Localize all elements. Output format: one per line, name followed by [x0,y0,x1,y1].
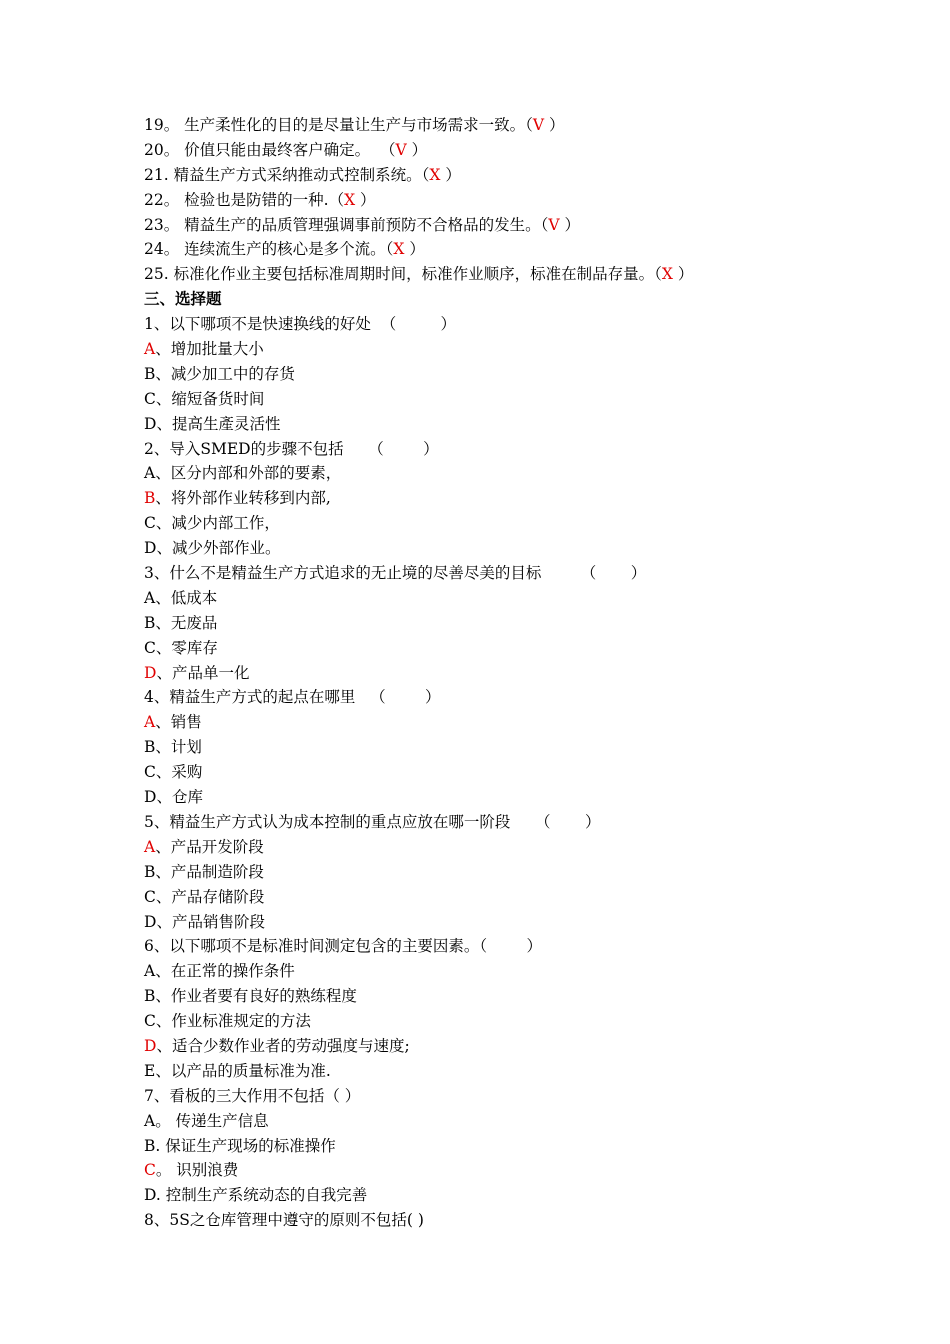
option-text: 、计划 [155,738,202,757]
option-letter: D [144,1186,156,1205]
question-option [144,412,844,437]
judgment-close-paren: ） [406,140,428,159]
option-letter: C [144,514,156,533]
judgment-answer-mark: V [548,215,560,234]
question-title: 2、导入SMED的步骤不包括 （ ） [144,439,439,458]
judgment-item [144,113,844,138]
question-option [144,586,844,611]
option-letter: C [144,389,156,408]
option-text: 、产品单一化 [156,663,250,682]
judgment-text: 20。 价值只能由最终客户确定。 （ [144,140,396,159]
question-option [144,1134,844,1159]
option-letter: D [144,1036,157,1055]
judgment-answer-mark: V [395,140,407,159]
option-letter: B [144,489,156,508]
question-option [144,661,844,686]
judgment-answer-mark: V [532,116,545,134]
option-text: 、无废品 [155,613,218,632]
option-letter: A [144,837,156,856]
option-text: . 控制生产系统动态的自我完善 [155,1186,368,1205]
option-letter: A [144,962,156,981]
judgment-close-paren: ） [355,190,376,209]
option-text: 、适合少数作业者的劳动强度与速度; [156,1036,410,1055]
judgment-text: 25. 标准化作业主要包括标准周期时间，标准作业顺序，标准在制品存量。（ [144,265,662,284]
question-option [144,337,844,362]
option-letter: D [144,663,157,682]
question-option [144,611,844,636]
question-title: 7、看板的三大作用不包括（ ） [144,1086,361,1105]
judgment-close-paren: ） [559,215,581,234]
option-text: 、低成本 [155,588,218,607]
question-option [144,1109,844,1134]
judgment-text: 22。 检验也是防错的一种.（ [144,190,345,209]
option-letter: C [144,763,156,782]
option-text: 、仓库 [156,788,203,807]
option-text: 、提高生產灵活性 [156,414,281,433]
option-text: 、减少内部工作， [155,514,280,533]
question-option [144,885,844,910]
option-text: 、产品开发阶段 [155,837,264,856]
option-text: . 保证生产现场的标准操作 [155,1136,336,1155]
option-letter: A [144,1111,156,1130]
option-letter: C [144,887,156,906]
option-text: 、减少外部作业。 [156,539,281,558]
option-text: 、在正常的操作条件 [155,962,295,981]
option-letter: A [144,340,156,359]
option-text: 、增加批量大小 [155,340,264,359]
document-page [144,113,844,1233]
question-title: 3、什么不是精益生产方式追求的无止境的尽善尽美的目标 （ ） [144,564,647,583]
option-text: 、将外部作业转移到内部, [155,489,331,508]
option-text: 、减少加工中的存货 [155,364,295,383]
option-letter: A [144,713,156,732]
question-option [144,835,844,860]
question-option [144,1183,844,1208]
judgment-close-paren: ） [544,116,565,134]
question-list [144,312,844,1233]
question-title: 8、5S之仓库管理中遵守的原则不包括( ) [144,1211,424,1230]
question-title: 4、精益生产方式的起点在哪里 （ ） [144,688,441,707]
option-letter: E [144,1061,156,1080]
judgment-item [144,213,844,238]
judgment-text: 23。 精益生产的品质管理强调事前预防不合格品的发生。（ [144,215,549,234]
option-text: 、产品销售阶段 [156,912,265,931]
judgment-close-paren: ） [672,265,694,284]
option-text: 、采购 [155,763,203,782]
option-letter: C [144,1161,156,1180]
judgment-text: 19。 生产柔性化的目的是尽量让生产与市场需求一致。（ [144,116,533,134]
judgment-answer-mark: X [344,190,356,209]
question-option [144,486,844,511]
question-title: 5、精益生产方式认为成本控制的重点应放在哪一阶段 （ ） [144,812,601,831]
judgment-close-paren: ） [404,240,425,259]
option-text: 、以产品的质量标准为准. [155,1061,331,1080]
option-letter: C [144,638,156,657]
option-letter: A [144,464,156,483]
option-text: 、区分内部和外部的要素， [155,464,342,483]
judgment-answer-mark: X [661,265,673,284]
judgment-answer-mark: X [429,165,441,184]
question-option [144,536,844,561]
question-option [144,1158,844,1183]
question-option [144,710,844,735]
option-letter: B [144,364,156,383]
question-option [144,735,844,760]
question-title: 6、以下哪项不是标准时间测定包含的主要因素。（ ） [144,937,543,956]
question-option [144,1009,844,1034]
judgment-text: 24。 连续流生产的核心是多个流。（ [144,240,394,259]
question-option [144,461,844,486]
question-option [144,910,844,935]
judgment-list [144,113,844,287]
option-text: 、零库存 [155,638,218,657]
judgment-text: 21. 精益生产方式采纳推动式控制系统。（ [144,165,430,184]
option-text: 、作业标准规定的方法 [155,1012,311,1031]
option-text: 、销售 [155,713,202,732]
question-option [144,860,844,885]
question-option [144,387,844,412]
judgment-answer-mark: X [393,240,405,259]
judgment-item [144,163,844,188]
option-text: 、产品制造阶段 [155,862,264,881]
judgment-item [144,188,844,213]
question-option [144,760,844,785]
option-letter: B [144,862,156,881]
option-text: 、产品存储阶段 [155,887,265,906]
judgment-item [144,262,844,287]
option-text: 、缩短备货时间 [155,389,265,408]
option-text: 。 识别浪费 [155,1161,239,1180]
judgment-close-paren: ） [440,165,461,184]
judgment-item [144,237,844,262]
option-letter: B [144,1136,156,1155]
question-option [144,636,844,661]
option-letter: D [144,788,157,807]
option-letter: C [144,1012,156,1031]
question-option [144,785,844,810]
question-option [144,1034,844,1059]
option-letter: D [144,912,157,931]
option-text: 、作业者要有良好的熟练程度 [155,987,357,1006]
option-text: 。 传递生产信息 [155,1111,269,1130]
option-letter: B [144,613,156,632]
question-option [144,984,844,1009]
question-option [144,959,844,984]
question-option [144,1059,844,1084]
option-letter: B [144,738,156,757]
option-letter: A [144,588,156,607]
option-letter: D [144,414,157,433]
option-letter: B [144,987,156,1006]
judgment-item [144,138,844,163]
option-letter: D [144,539,157,558]
section-title: 三、选择题 [144,290,222,309]
question-option [144,511,844,536]
question-title: 1、以下哪项不是快速换线的好处 （ ） [144,315,457,334]
question-option [144,362,844,387]
